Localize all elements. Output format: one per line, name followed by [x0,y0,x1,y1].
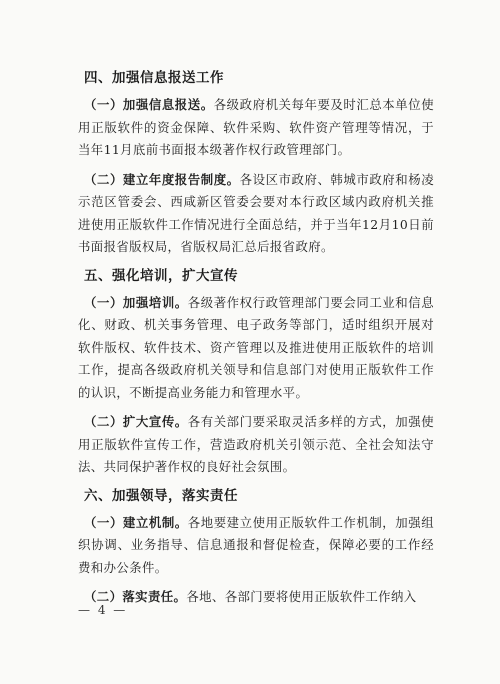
page-number: — 4 — [78,603,128,617]
paragraph-lead: （二）落实责任。 [84,589,187,604]
paragraph-5-1 [78,292,434,405]
document-body [78,68,434,616]
paragraph-6-2 [78,586,434,609]
paragraph-text: 各地要建立使用正版软件工作机制，加强组织协调、业务指导、信息通报和督促检查，保障必要的工作经费和办公条件。 [78,514,434,575]
paragraph-lead: （二）建立年度报告制度。 [84,171,240,187]
paragraph-text: 各级政府机关每年要及时汇总本单位使用正版软件的资金保障、软件采购、软件资产管理等情况，于当年11月底前书面报本级著作权行政管理部门。 [78,97,434,157]
paragraph-text: 各设区市政府、韩城市政府和杨凌示范区管委会、西咸新区管委会要对本行政区域内政府机关推进使用正版软件工作情况进行全面总结，并于当年12月10日前书面报省版权局，省版权局汇总后报省政府。 [78,171,434,254]
paragraph-lead: （一）加强培训。 [84,294,188,310]
paragraph-6-1 [78,512,434,580]
paragraph-4-2 [78,169,434,259]
paragraph-text: 各地、各部门要将使用正版软件工作纳入 [186,589,417,604]
paragraph-lead: （一）加强信息报送。 [84,97,214,112]
paragraph-text: 各级著作权行政管理部门要会同工业和信息化、财政、机关事务管理、电子政务等部门，适时组织开展对软件版权、软件技术、资产管理以及推进使用正版软件的培训工作，提高各级政府机关领导和信息部门对使用正版软件工作的认识，不断提高业务能力和管理水平。 [78,294,434,400]
paragraph-text: 各有关部门要采取灵活多样的方式，加强使用正版软件宣传工作，营造政府机关引领示范、全社会知法守法、共同保护著作权的良好社会氛围。 [78,414,434,474]
section-heading-6: 六、加强领导，落实责任 [84,487,238,504]
paragraph-lead: （二）扩大宣传。 [84,414,188,429]
section-heading-4: 四、加强信息报送工作 [84,70,224,86]
paragraph-lead: （一）建立机制。 [84,514,188,530]
section-heading-5: 五、强化培训，扩大宣传 [84,267,238,284]
paragraph-4-1 [78,94,434,162]
paragraph-5-2 [78,411,434,479]
